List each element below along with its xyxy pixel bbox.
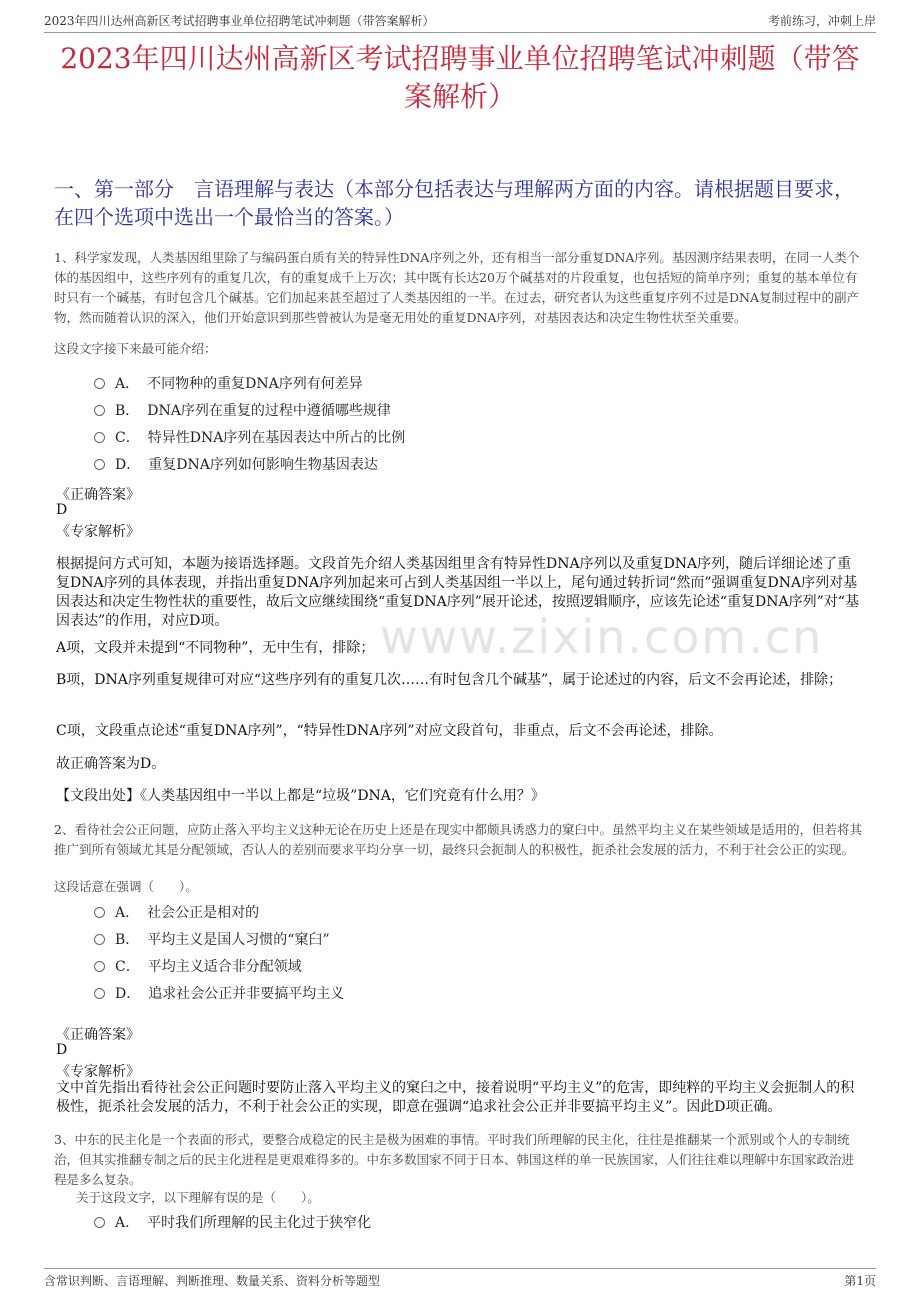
option-text: 特异性DNA序列在基因表达中所占的比例 bbox=[147, 430, 406, 446]
q2-option-b[interactable] bbox=[94, 929, 330, 949]
option-text: 不同物种的重复DNA序列有何差异 bbox=[147, 376, 363, 392]
q3-stem: 3、中东的民主化是一个表面的形式，要整合成稳定的民主是极为困难的事情。平时我们所理解的民主化，往往是推翻某一个派别或个人的专制统治，但其实推翻专制之后的民主化进程是更艰难得多的。中东多数国家不同于日本、韩国这样的单一民族国家，人们往往难以理解中东国家政治进程是多么复杂。 bbox=[54, 1132, 855, 1187]
option-text: 社会公正是相对的 bbox=[147, 905, 260, 921]
radio-icon[interactable] bbox=[94, 459, 105, 470]
option-letter: C． bbox=[115, 430, 140, 446]
footer-note: 含常识判断、言语理解、判断推理、数量关系、资料分析等题型 bbox=[44, 1274, 381, 1288]
header-divider bbox=[44, 32, 876, 33]
option-letter: A． bbox=[115, 376, 140, 392]
section-heading: 一、第一部分 言语理解与表达（本部分包括表达与理解两方面的内容。请根据题目要求，在四个选项中选出一个最恰当的答案。） bbox=[54, 177, 854, 229]
q2-option-a[interactable] bbox=[94, 902, 259, 922]
radio-icon[interactable] bbox=[94, 432, 105, 443]
q1-conclusion: 故正确答案为D。 bbox=[56, 756, 166, 772]
watermark: www.zixin.com.cn bbox=[380, 610, 824, 664]
radio-icon[interactable] bbox=[94, 405, 105, 416]
q1-analysis-c: C项，文段重点论述“重复DNA序列”，“特异性DNA序列”对应文段首句，非重点，后文不会再论述，排除。 bbox=[56, 723, 723, 739]
radio-icon[interactable] bbox=[94, 934, 105, 945]
radio-icon[interactable] bbox=[94, 988, 105, 999]
option-letter: A． bbox=[115, 1215, 140, 1231]
q1-answer-label: 《正确答案》 bbox=[56, 487, 140, 503]
q1-option-c[interactable] bbox=[94, 427, 405, 447]
q2-prompt: 这段话意在强调（ ）。 bbox=[54, 879, 198, 894]
q2-answer-label: 《正确答案》 bbox=[56, 1027, 140, 1043]
page-number: 第1页 bbox=[844, 1274, 876, 1288]
option-text: DNA序列在重复的过程中遵循哪些规律 bbox=[147, 403, 391, 419]
option-letter: D． bbox=[115, 986, 141, 1002]
q2-analysis: 文中首先指出看待社会公正问题时要防止落入平均主义的窠臼之中，接着说明“平均主义”的危害，即纯粹的平均主义会扼制人的积极性，扼杀社会发展的活力，不利于社会公正的实现，即意在强调“追求社会公正并非要搞平均主义”。因此D项正确。 bbox=[56, 1080, 855, 1115]
radio-icon[interactable] bbox=[94, 961, 105, 972]
q1-analysis: 根据提问方式可知，本题为接语选择题。文段首先介绍人类基因组里含有特异性DNA序列以及重复DNA序列，随后详细论述了重复DNA序列的具体表现，并指出重复DNA序列加起来可占到人类基因组一半以上，尾句通过转折词“然而”强调重复DNA序列对基因表达和决定生物性状的重要性，故后文应继续围绕“重复DNA序列”展开论述，按照逻辑顺序，应该先论述“重复DNA序列”对“基因表达”的作用，对应D项。 bbox=[56, 556, 859, 629]
q3-prompt: 关于这段文字，以下理解有误的是（ ）。 bbox=[76, 1190, 320, 1205]
radio-icon[interactable] bbox=[94, 907, 105, 918]
q2-answer: D bbox=[56, 1042, 68, 1058]
q1-analysis-a: A项，文段并未提到“不同物种”，无中生有，排除； bbox=[56, 640, 375, 656]
q1-analysis-label: 《专家解析》 bbox=[56, 524, 140, 540]
radio-icon[interactable] bbox=[94, 1217, 105, 1228]
q1-prompt: 这段文字接下来最可能介绍： bbox=[54, 341, 217, 356]
header-slogan: 考前练习，冲刺上岸 bbox=[767, 14, 876, 28]
radio-icon[interactable] bbox=[94, 378, 105, 389]
q2-option-d[interactable] bbox=[94, 983, 344, 1003]
q1-stem: 1、科学家发现，人类基因组里除了与编码蛋白质有关的特异性DNA序列之外，还有相当一部分重复DNA序列。基因测序结果表明，在同一人类个体的基因组中，这些序列有的重复几次，有的重复成千上万次；其中既有长达20万个碱基对的片段重复，也包括短的简单序列；重复的基本单位有时只有一个碱基，有时包含几个碱基。它们加起来甚至超过了人类基因组的一半。在过去，研究者认为这些重复序列不过是DNA复制过程中的副产物，然而随着认识的深入，他们开始意识到那些曾被认为是毫无用处的重复DNA序列，对基因表达和决定生物性状至关重要。 bbox=[54, 250, 860, 325]
q1-option-b[interactable] bbox=[94, 400, 391, 420]
option-letter: A． bbox=[115, 905, 140, 921]
q2-stem: 2、看待社会公正问题，应防止落入平均主义这种无论在历史上还是在现实中都颇具诱惑力的窠臼中。虽然平均主义在某些领域是适用的，但若将其推广到所有领域尤其是分配领域，否认人的差别而要求平均分享一切，最终只会扼制人的积极性，扼杀社会发展的活力，不利于社会公正的实现。 bbox=[54, 822, 862, 857]
option-letter: B． bbox=[115, 932, 140, 948]
option-text: 重复DNA序列如何影响生物基因表达 bbox=[148, 457, 378, 473]
q1-option-a[interactable] bbox=[94, 373, 363, 393]
q2-analysis-label: 《专家解析》 bbox=[56, 1064, 140, 1080]
q1-analysis-b: B项，DNA序列重复规律可对应“这些序列有的重复几次……有时包含几个碱基”，属于论述过的内容，后文不会再论述，排除； bbox=[56, 672, 843, 688]
header-title: 2023年四川达州高新区考试招聘事业单位招聘笔试冲刺题（带答案解析） bbox=[44, 14, 435, 28]
q1-source: 【文段出处】《人类基因组中一半以上都是“垃圾”DNA，它们究竟有什么用？》 bbox=[56, 788, 545, 804]
option-letter: B． bbox=[115, 403, 140, 419]
option-text: 平时我们所理解的民主化过于狭窄化 bbox=[147, 1215, 372, 1231]
option-text: 平均主义适合非分配领域 bbox=[147, 959, 302, 975]
footer-divider bbox=[44, 1268, 876, 1269]
option-text: 平均主义是国人习惯的“窠臼” bbox=[147, 932, 330, 948]
option-text: 追求社会公正并非要搞平均主义 bbox=[148, 986, 345, 1002]
option-letter: C． bbox=[115, 959, 140, 975]
q1-option-d[interactable] bbox=[94, 454, 378, 474]
option-letter: D． bbox=[115, 457, 141, 473]
page-title: 2023年四川达州高新区考试招聘事业单位招聘笔试冲刺题（带答案解析） bbox=[60, 42, 860, 113]
q3-option-a[interactable] bbox=[94, 1212, 371, 1232]
q1-answer: D bbox=[56, 502, 68, 518]
q2-option-c[interactable] bbox=[94, 956, 302, 976]
